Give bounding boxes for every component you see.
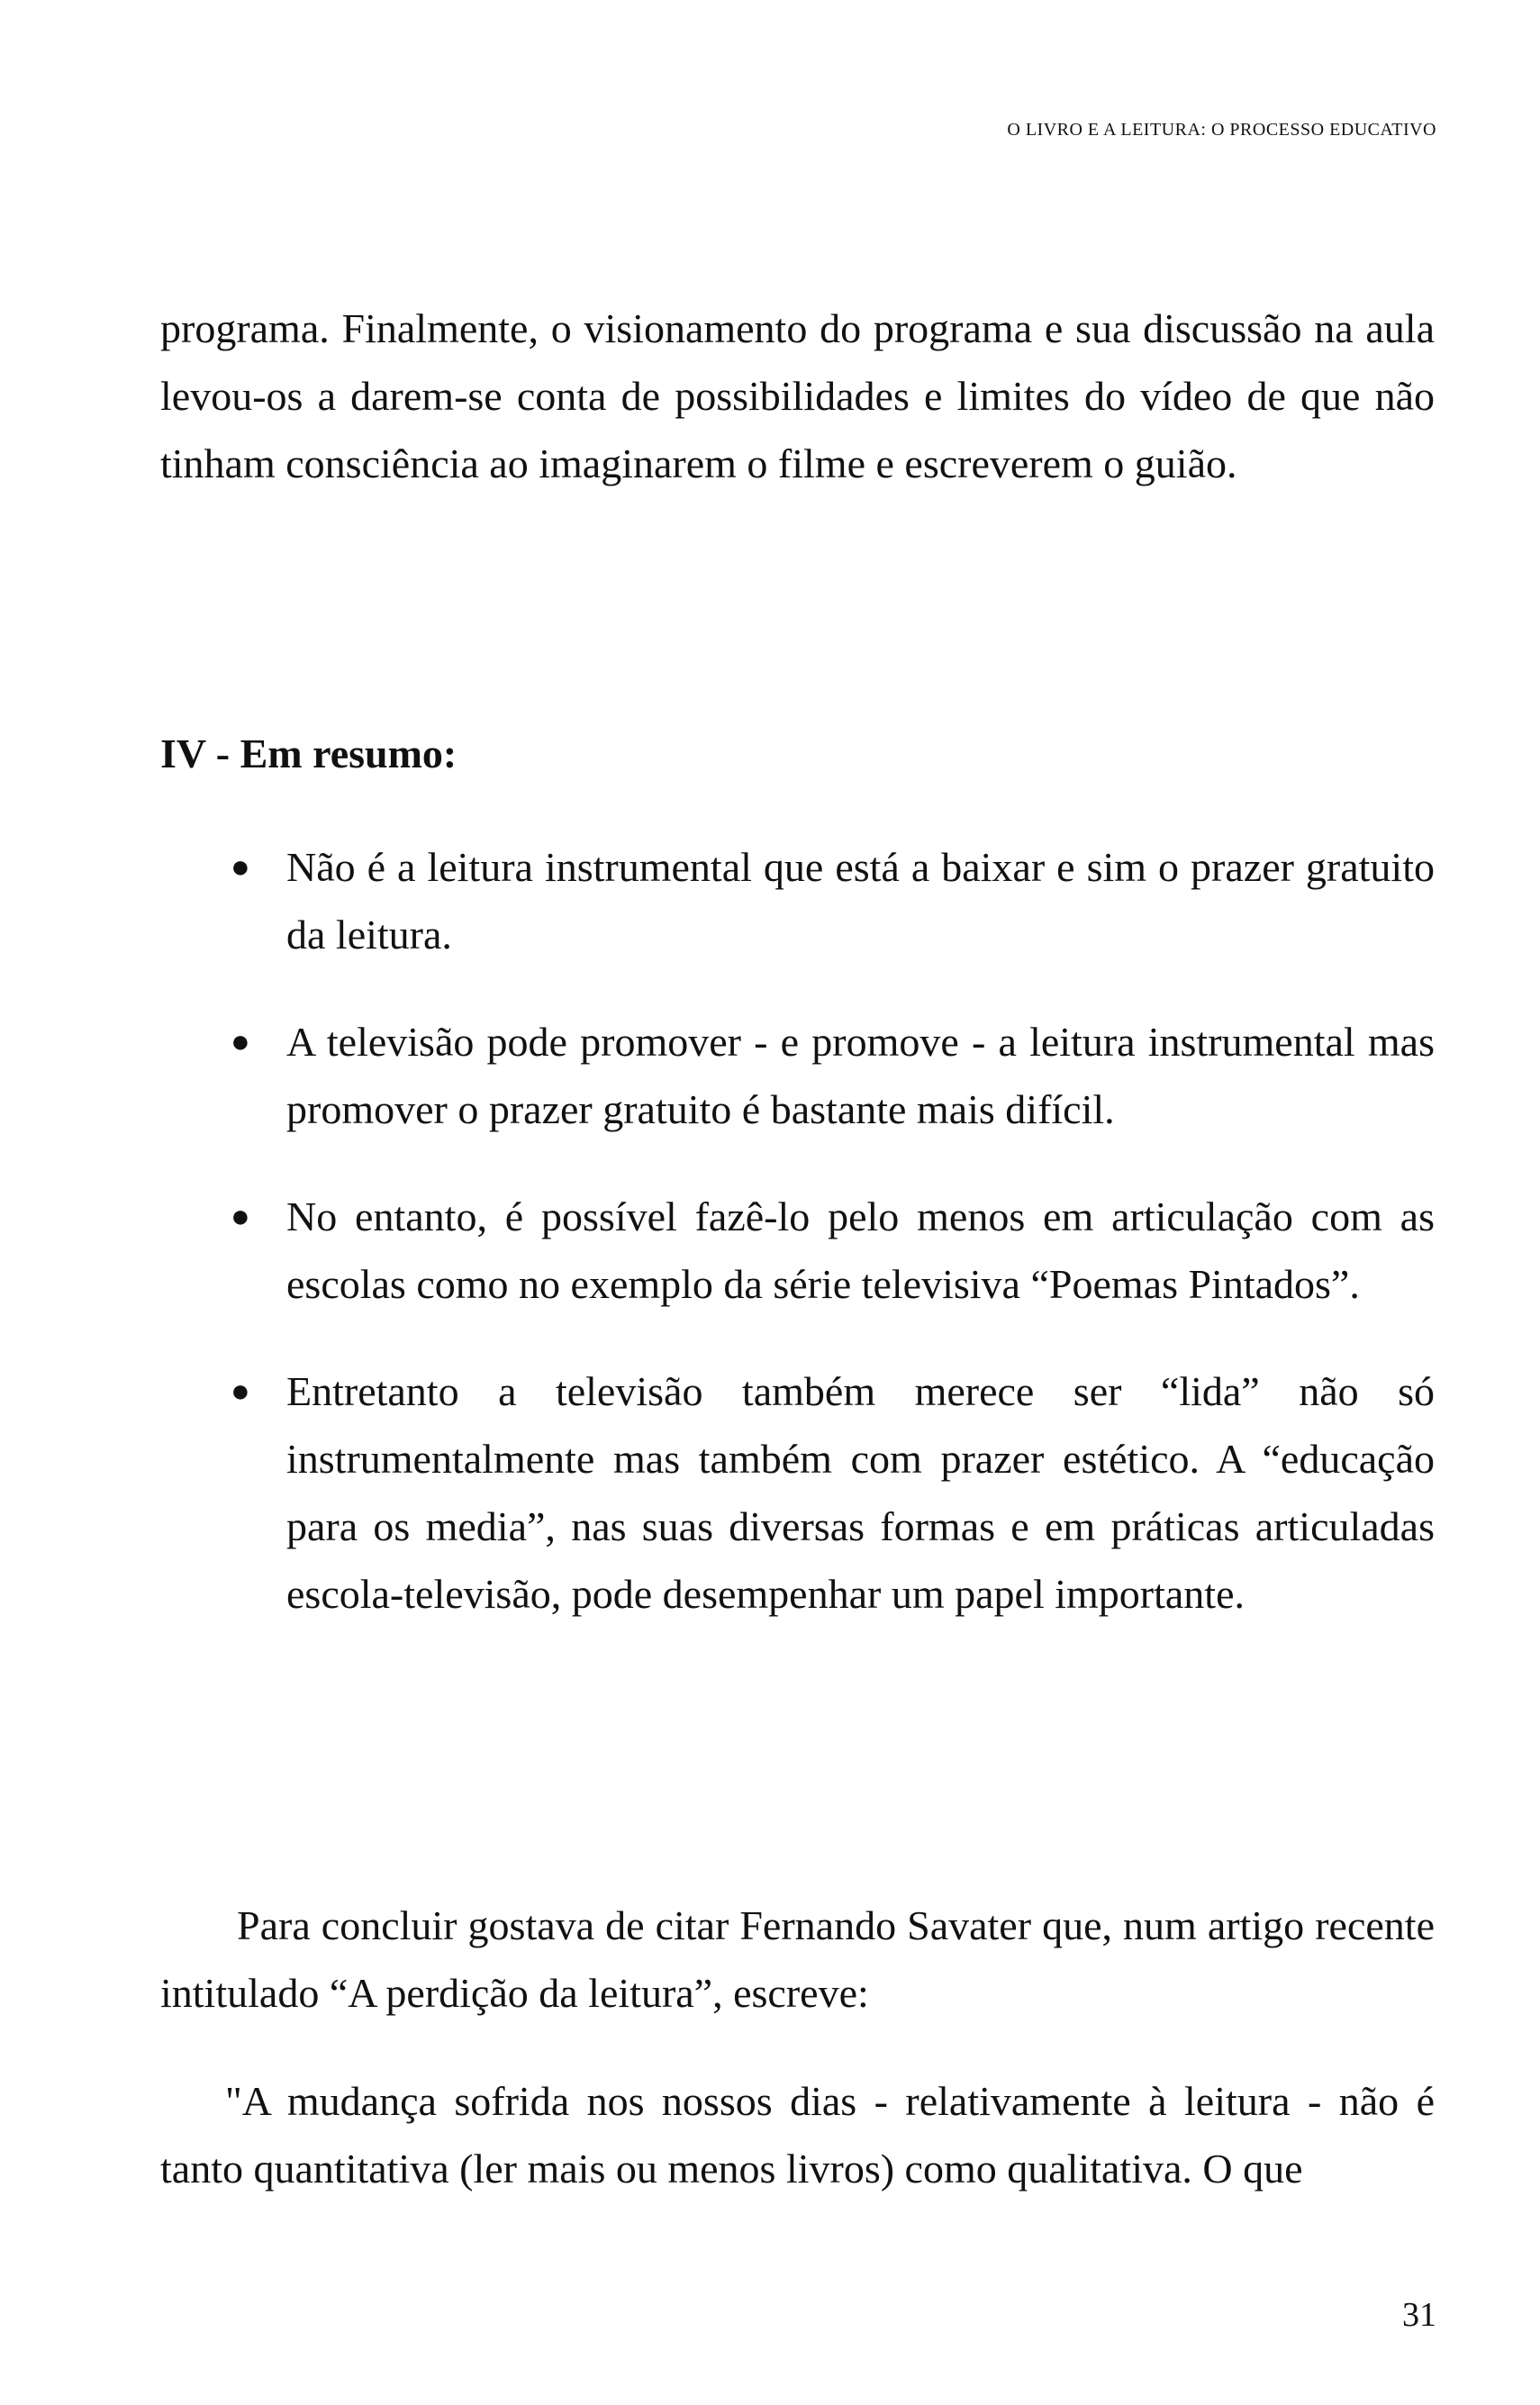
summary-item <box>231 1008 1435 1143</box>
quote-paragraph: "A mudança sofrida nos nossos dias - relativamente à leitura - não é tanto quantitativa (ler mais ou menos livros) como qualitativa. O que <box>160 2078 1435 2192</box>
bullet-icon: ● <box>231 1023 250 1059</box>
bullet-icon: ● <box>231 849 250 885</box>
conclusion-paragraph: Para concluir gostava de citar Fernando Savater que, num artigo recente intitulado “A perdição da leitura”, escreve: <box>160 1902 1435 2016</box>
summary-item <box>231 1183 1435 1318</box>
summary-item-text: A televisão pode promover - e promove - a leitura instrumental mas promover o prazer gratuito é bastante mais difícil. <box>286 1019 1435 1132</box>
intro-paragraph: programa. Finalmente, o visionamento do programa e sua discussão na aula levou-os a darem-se conta de possibilidades e limites do vídeo de que não tinham consciência ao imaginarem o filme e escreverem o guião. <box>160 305 1435 486</box>
bullet-icon: ● <box>231 1373 250 1409</box>
summary-item-text: Entretanto a televisão também merece ser “lida” não só instrumentalmente mas também com prazer estético. A “educação para os media”, nas suas diversas formas e em práticas articuladas escola-televisão, pode desempenhar um papel importante. <box>286 1368 1435 1617</box>
summary-item-text: No entanto, é possível fazê-lo pelo menos em articulação com as escolas como no exemplo da série televisiva “Poemas Pintados”. <box>286 1193 1435 1307</box>
summary-item-text: Não é a leitura instrumental que está a baixar e sim o prazer gratuito da leitura. <box>286 844 1435 957</box>
summary-item <box>231 1357 1435 1628</box>
bullet-icon: ● <box>231 1198 250 1234</box>
section-heading: IV - Em resumo: <box>160 731 457 776</box>
summary-list <box>231 833 1435 1667</box>
running-header: O LIVRO E A LEITURA: O PROCESSO EDUCATIVO <box>1007 120 1436 140</box>
page-number: 31 <box>1402 2296 1436 2334</box>
summary-item <box>231 833 1435 968</box>
